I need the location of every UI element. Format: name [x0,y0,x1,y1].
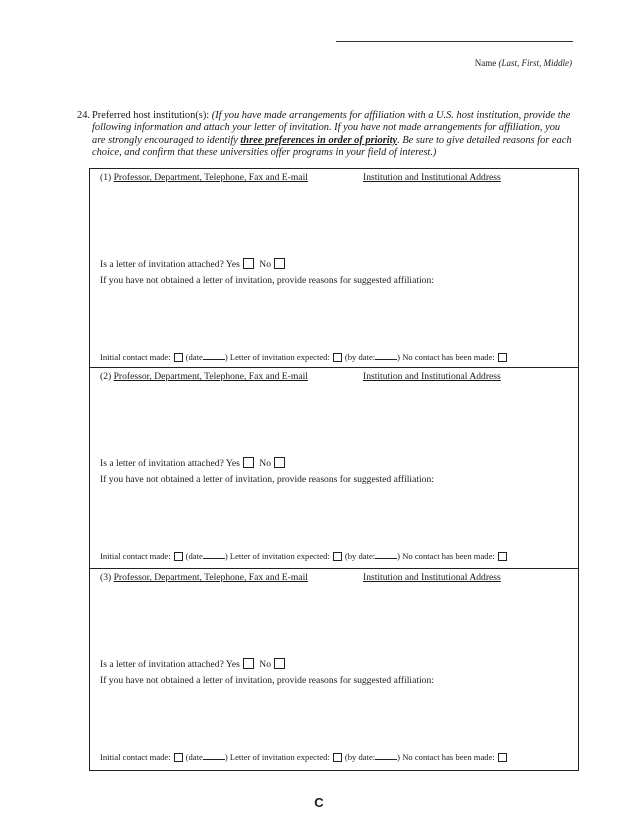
choice-1-left-header [100,172,308,183]
question-instruction-2: . Be sure to give detailed reasons for each choice, and confirm that these universities offer programs in your field of interest.) [92,134,572,159]
choice-3-yes-checkbox[interactable] [243,658,254,669]
choice-1-reason-prompt: If you have not obtained a letter of invitation, provide reasons for suggested affiliation: [100,275,434,286]
choice-2-reason-prompt: If you have not obtained a letter of invitation, provide reasons for suggested affiliation: [100,474,434,485]
choice-1-no-checkbox[interactable] [274,258,285,269]
name-signature-line[interactable] [336,41,573,42]
choice-3-no-checkbox[interactable] [274,658,285,669]
choice-1-date-blank[interactable] [203,351,225,360]
question-title: Preferred host institution(s): [92,110,212,121]
choice-1-letter-expected-checkbox[interactable] [333,353,342,362]
choice-1-index: (1) [100,172,112,183]
choice-1-no-contact-label: No contact has been made: [402,352,495,362]
choice-3-letter-question [100,658,288,670]
choice-1-initial-contact-checkbox[interactable] [174,353,183,362]
choice-2-letter-question [100,457,288,469]
page-mark: C [314,795,324,810]
choice-2-contact-row [100,550,510,561]
choice-3-no-label: No [259,659,272,670]
question-text [92,110,575,160]
choice-2-date-blank[interactable] [203,550,225,559]
choice-2-by-date-open: (by date: [344,551,376,561]
choice-3-no-contact-label: No contact has been made: [402,752,495,762]
choice-1-no-label: No [259,259,272,270]
choice-2-professor-header: Professor, Department, Telephone, Fax and E-mail [113,371,308,382]
choice-2-yes-label: Yes [225,458,240,469]
choice-2-index: (2) [100,371,112,382]
choice-2-letter-question-text: Is a letter of invitation attached? [100,458,224,469]
choice-3-no-contact-checkbox[interactable] [498,753,507,762]
choice-block-2 [89,368,579,569]
choice-2-no-contact-label: No contact has been made: [402,551,495,561]
choice-3-initial-contact-checkbox[interactable] [174,753,183,762]
choice-block-1 [89,168,579,368]
choice-1-letter-question-text: Is a letter of invitation attached? [100,259,224,270]
name-label [475,58,572,68]
choice-1-initial-contact-label: Initial contact made: [100,352,171,362]
choice-2-letter-expected-label: Letter of invitation expected: [229,551,330,561]
choice-1-letter-question [100,258,288,270]
choice-3-index: (3) [100,572,112,583]
choice-2-no-checkbox[interactable] [274,457,285,468]
choice-3-by-date-blank[interactable] [375,751,397,760]
choice-2-initial-contact-label: Initial contact made: [100,551,171,561]
choice-1-institution-header: Institution and Institutional Address [363,172,501,183]
choice-2-left-header [100,371,308,382]
choice-block-3 [89,569,579,771]
choice-2-initial-contact-checkbox[interactable] [174,552,183,561]
choice-2-letter-expected-checkbox[interactable] [333,552,342,561]
choice-1-yes-checkbox[interactable] [243,258,254,269]
choice-3-date-blank[interactable] [203,751,225,760]
choice-1-yes-label: Yes [225,259,240,270]
choice-3-date-close: ) [224,752,228,762]
choice-1-no-contact-checkbox[interactable] [498,353,507,362]
choice-1-date-close: ) [224,352,228,362]
choice-2-date-close: ) [224,551,228,561]
choice-3-by-date-open: (by date: [344,752,376,762]
choice-3-professor-header: Professor, Department, Telephone, Fax and E-mail [113,572,308,583]
choice-3-date-open: (date [185,752,203,762]
choice-1-by-date-close: ) [397,352,401,362]
choice-3-letter-expected-label: Letter of invitation expected: [229,752,330,762]
choice-3-initial-contact-label: Initial contact made: [100,752,171,762]
question-instruction-1: (If you have made arrangements for affiliation with a U.S. host institution, provide the following information and attach your letter of invitation. If you have not made arrangements for affiliation, you are strongly encouraged to identify [92,110,571,146]
choice-1-date-open: (date [185,352,203,362]
choice-2-by-date-close: ) [397,551,401,561]
choice-2-institution-header: Institution and Institutional Address [363,371,501,382]
choice-3-letter-expected-checkbox[interactable] [333,753,342,762]
choice-2-yes-checkbox[interactable] [243,457,254,468]
choice-3-left-header [100,572,308,583]
choice-1-contact-row [100,351,510,362]
question-24 [77,110,575,160]
question-instruction-emphasis: three preferences in order of priority [240,134,398,146]
choice-3-yes-label: Yes [225,659,240,670]
choice-1-by-date-blank[interactable] [375,351,397,360]
name-label-text: Name [474,58,497,68]
choice-2-no-label: No [259,458,272,469]
choice-3-reason-prompt: If you have not obtained a letter of invitation, provide reasons for suggested affiliation: [100,675,434,686]
choice-2-no-contact-checkbox[interactable] [498,552,507,561]
choice-3-institution-header: Institution and Institutional Address [363,572,501,583]
choice-1-letter-expected-label: Letter of invitation expected: [229,352,330,362]
choice-1-professor-header: Professor, Department, Telephone, Fax and E-mail [113,172,308,183]
question-number: 24. [77,110,90,121]
choice-1-by-date-open: (by date: [344,352,376,362]
choice-3-by-date-close: ) [397,752,401,762]
name-hint: (Last, First, Middle) [498,58,572,68]
choice-3-contact-row [100,751,510,762]
choice-3-letter-question-text: Is a letter of invitation attached? [100,659,224,670]
choice-2-by-date-blank[interactable] [375,550,397,559]
choice-2-date-open: (date [185,551,203,561]
